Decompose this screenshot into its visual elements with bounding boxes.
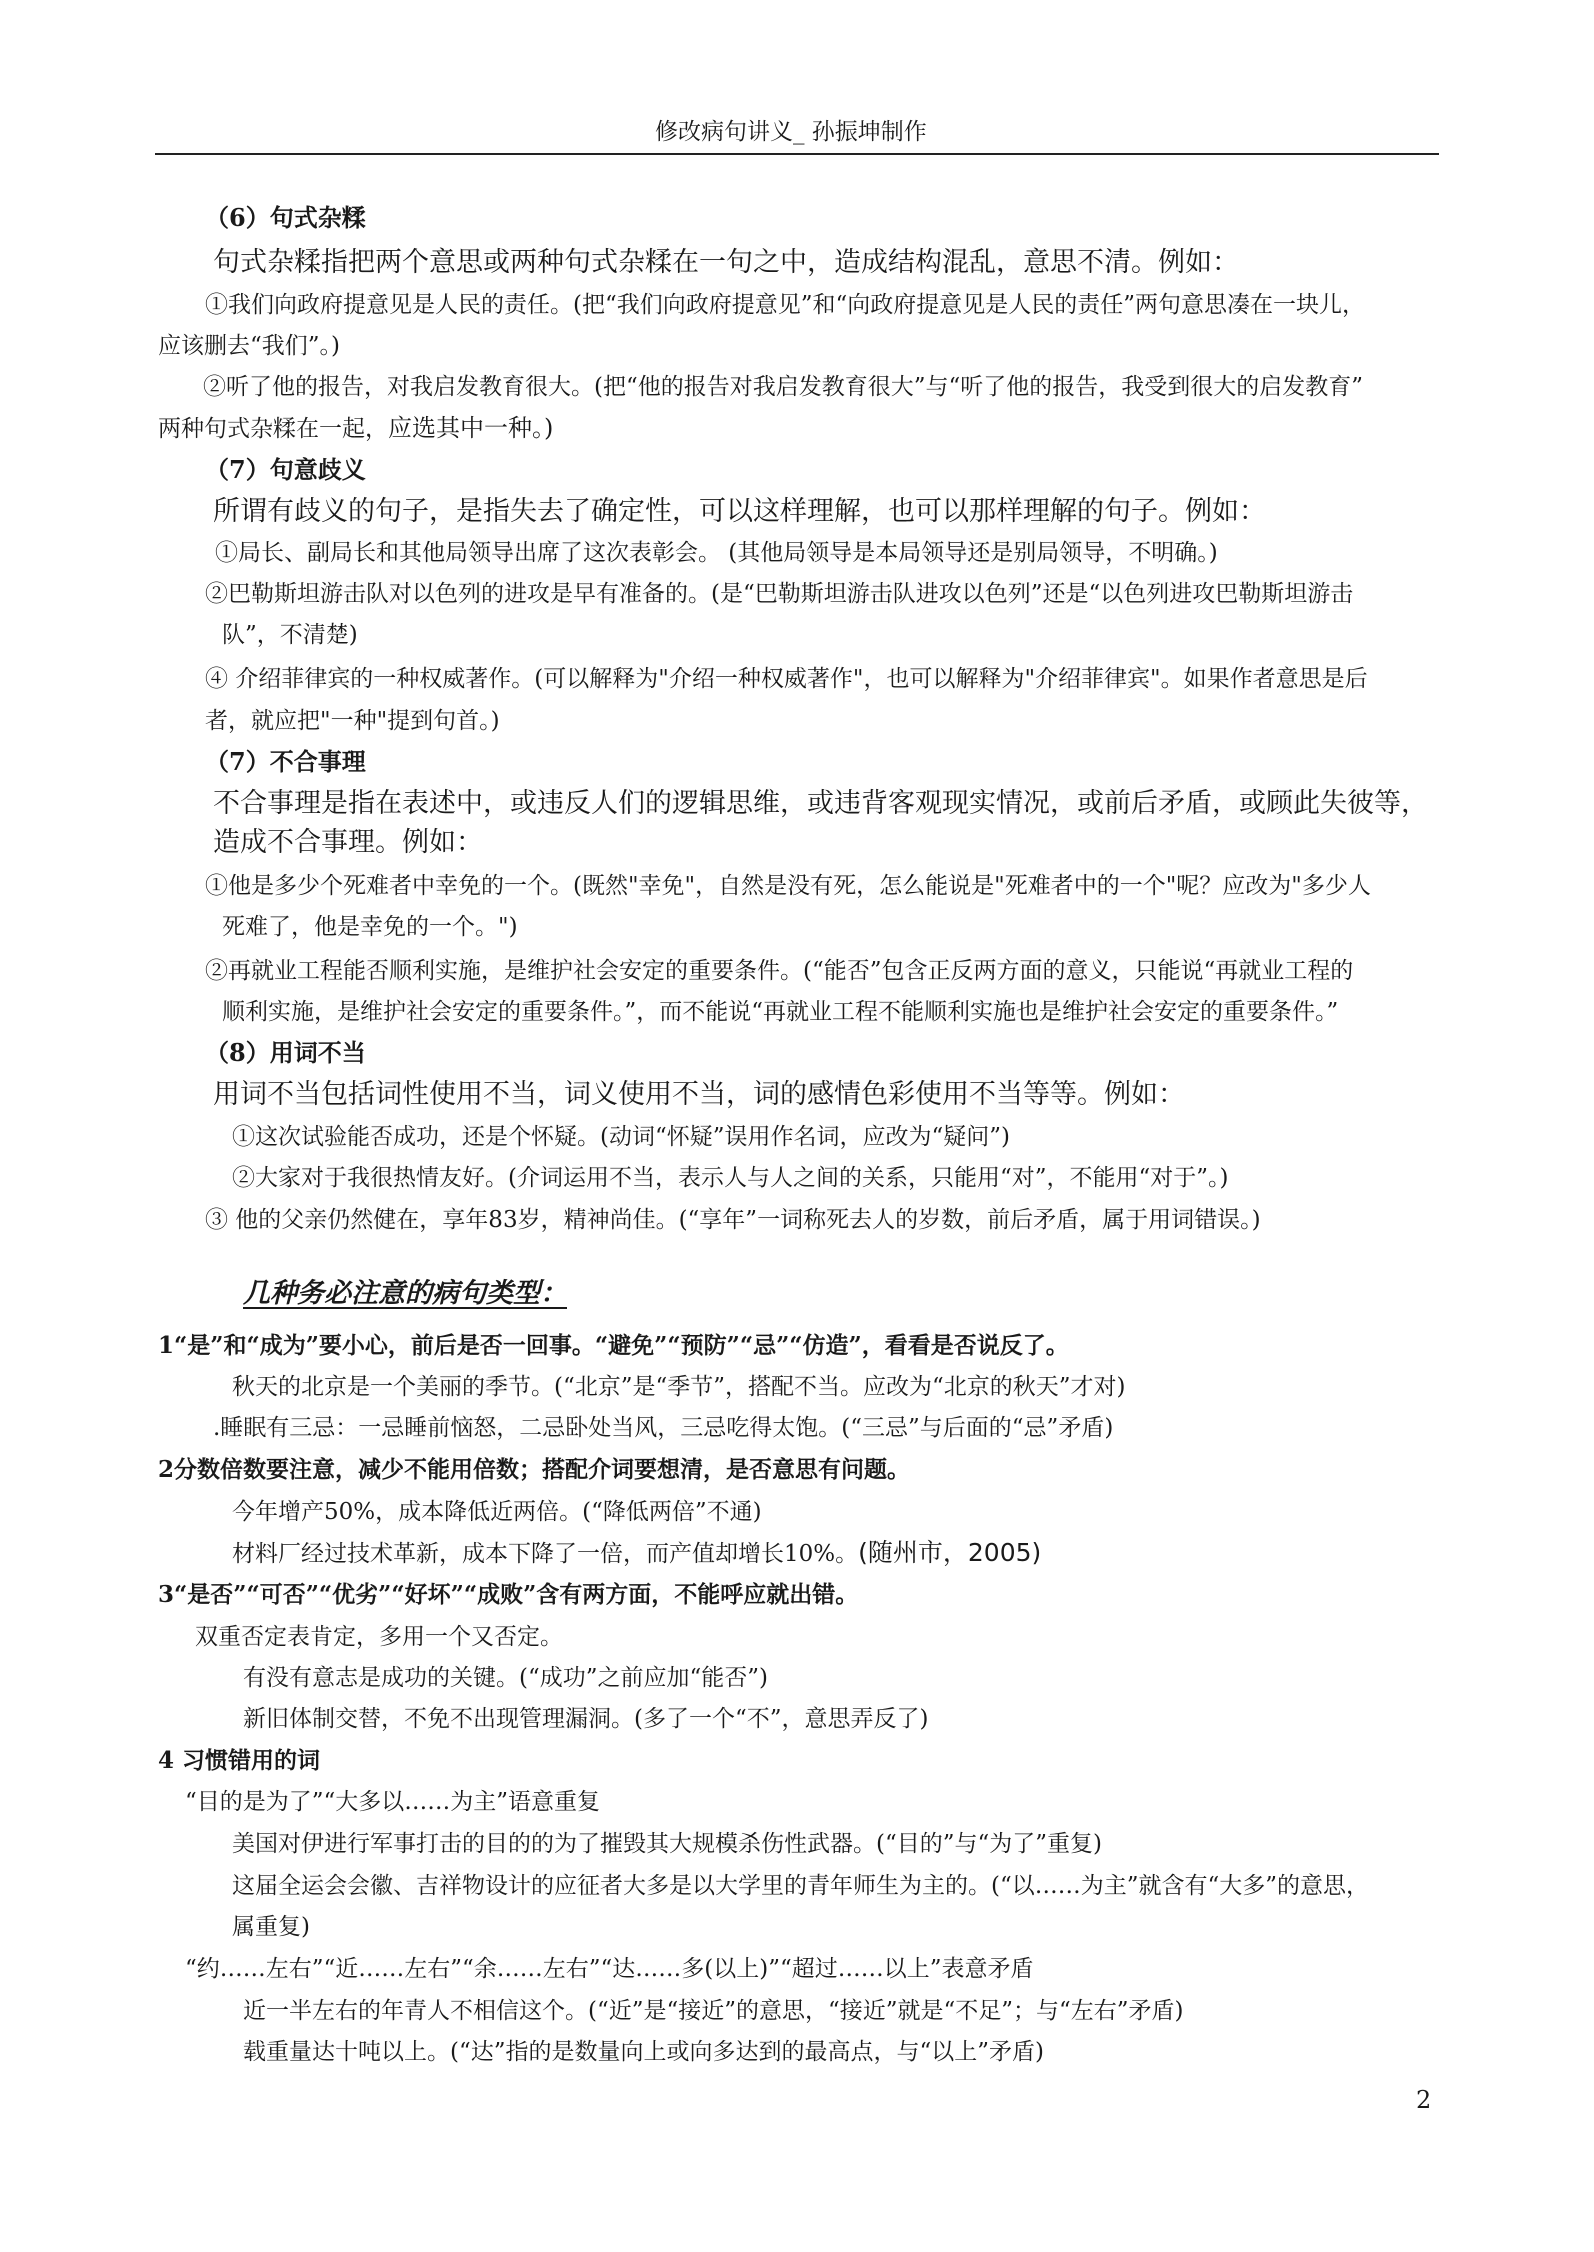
example-line: ②巴勒斯坦游击队对以色列的进攻是早有准备的。(是“巴勒斯坦游击队进攻以色列”还是“以色列进攻巴勒斯坦游击	[205, 581, 1354, 607]
note-line: “约……左右”“近……左右”“余……左右”“达……多(以上)”“超过……以上”表意矛盾	[185, 1956, 1034, 1982]
example-line: ③ 他的父亲仍然健在，享年83岁，精神尚佳。(“享年”一词称死去人的岁数，前后矛盾，属于用词错误。)	[205, 1207, 1261, 1233]
example-line: ①他是多少个死难者中幸免的一个。(既然"幸免"，自然是没有死，怎么能说是"死难者中的一个"呢？应改为"多少人	[205, 873, 1371, 899]
page-header: 修改病句讲义_ 孙振坤制作	[655, 119, 927, 145]
example-line: ①我们向政府提意见是人民的责任。(把“我们向政府提意见”和“向政府提意见是人民的责任”两句意思凑在一块儿，	[205, 292, 1366, 318]
example-line: 载重量达十吨以上。(“达”指的是数量向上或向多达到的最高点，与“以上”矛盾)	[243, 2039, 1044, 2065]
section-title-7-ambiguity: （7）句意歧义	[205, 455, 366, 484]
example-line: 新旧体制交替，不免不出现管理漏洞。(多了一个“不”，意思弄反了)	[243, 1706, 929, 1732]
example-line: 队”，不清楚)	[222, 622, 358, 648]
page-number: 2	[1416, 2086, 1432, 2114]
note-line: 双重否定表肯定，多用一个又否定。	[195, 1624, 563, 1650]
example-line: 美国对伊进行军事打击的目的的为了摧毁其大规模杀伤性武器。(“目的”与“为了”重复)	[232, 1831, 1102, 1857]
example-line: 近一半左右的年青人不相信这个。(“近”是“接近”的意思，“接近”就是“不足”；与“左右”矛盾)	[243, 1998, 1184, 2024]
type-heading-1: 1“是”和“成为”要小心，前后是否一回事。“避免”“预防”“忌”“仿造”，看看是否说反了。	[158, 1332, 1069, 1359]
section-intro-7-unreasonable: 造成不合事理。例如：	[213, 827, 483, 858]
example-line: .睡眠有三忌：一忌睡前恼怒，二忌卧处当风，三忌吃得太饱。(“三忌”与后面的“忌”矛盾)	[213, 1415, 1114, 1441]
section-intro-8: 用词不当包括词性使用不当，词义使用不当，词的感情色彩使用不当等等。例如：	[213, 1079, 1185, 1110]
example-line: 死难了，他是幸免的一个。")	[222, 914, 518, 940]
example-line: 秋天的北京是一个美丽的季节。(“北京”是“季节”，搭配不当。应改为“北京的秋天”才对)	[232, 1374, 1126, 1400]
type-heading-2: 2分数倍数要注意，减少不能用倍数；搭配介词要想清，是否意思有问题。	[158, 1456, 911, 1483]
section-intro-7-unreasonable: 不合事理是指在表述中，或违反人们的逻辑思维，或违背客观现实情况，或前后矛盾，或顾此失彼等，	[213, 788, 1428, 819]
section-title-8: （8）用词不当	[205, 1038, 366, 1067]
section-intro-6: 句式杂糅指把两个意思或两种句式杂糅在一句之中，造成结构混乱，意思不清。例如：	[213, 247, 1239, 278]
example-line: 属重复)	[232, 1914, 310, 1940]
example-line	[232, 1538, 1041, 1569]
section-intro-7-ambiguity: 所谓有歧义的句子，是指失去了确定性，可以这样理解，也可以那样理解的句子。例如：	[213, 496, 1266, 527]
example-line: 有没有意志是成功的关键。(“成功”之前应加“能否”)	[243, 1665, 768, 1691]
types-title: 几种务必注意的病句类型：	[243, 1278, 567, 1309]
section-title-6: （6）句式杂糅	[205, 203, 366, 232]
example-text: 两种句式杂糅在一起，	[158, 416, 388, 442]
example-line: ②听了他的报告，对我启发教育很大。(把“他的报告对我启发教育很大”与“听了他的报告，我受到很大的启发教育”	[203, 374, 1364, 400]
example-text: 材料厂经过技术革新，成本下降了一倍，而产值却增长10%。	[232, 1541, 859, 1567]
example-line: ①这次试验能否成功，还是个怀疑。(动词“怀疑”误用作名词，应改为“疑问”)	[232, 1124, 1010, 1150]
note-line: “目的是为了”“大多以……为主”语意重复	[185, 1789, 601, 1815]
type-heading-4: 4 习惯错用的词	[158, 1747, 321, 1774]
example-line: 者，就应把"一种"提到句首。)	[205, 708, 500, 734]
example-line: 顺利实施，是维护社会安定的重要条件。”，而不能说“再就业工程不能顺利实施也是维护社会安定的重要条件。”	[222, 999, 1339, 1025]
example-line: 这届全运会会徽、吉祥物设计的应征者大多是以大学里的青年师生为主的。(“以……为主”就含有“大多”的意思，	[232, 1873, 1370, 1899]
example-line: 应该删去“我们”。)	[158, 333, 340, 359]
example-line: ①局长、副局长和其他局领导出席了这次表彰会。 (其他局领导是本局领导还是别局领导，不明确。)	[215, 540, 1218, 566]
example-line: ②再就业工程能否顺利实施，是维护社会安定的重要条件。(“能否”包含正反两方面的意义，只能说“再就业工程的	[205, 958, 1354, 984]
example-line: ②大家对于我很热情友好。(介词运用不当，表示人与人之间的关系，只能用“对”，不能用“对于”。)	[232, 1165, 1229, 1191]
example-line: 今年增产50%，成本降低近两倍。(“降低两倍”不通)	[232, 1499, 762, 1525]
type-heading-3: 3“是否”“可否”“优劣”“好坏”“成败”含有两方面，不能呼应就出错。	[158, 1581, 859, 1608]
header-rule	[155, 153, 1439, 155]
example-line: ④ 介绍菲律宾的一种权威著作。(可以解释为"介绍一种权威著作"，也可以解释为"介绍菲律宾"。如果作者意思是后	[205, 666, 1368, 692]
example-line	[158, 413, 553, 444]
section-title-7-unreasonable: （7）不合事理	[205, 747, 366, 776]
example-text: 应选其中一种。)	[388, 414, 554, 442]
source-note: (随州市，2005)	[858, 1538, 1042, 1567]
